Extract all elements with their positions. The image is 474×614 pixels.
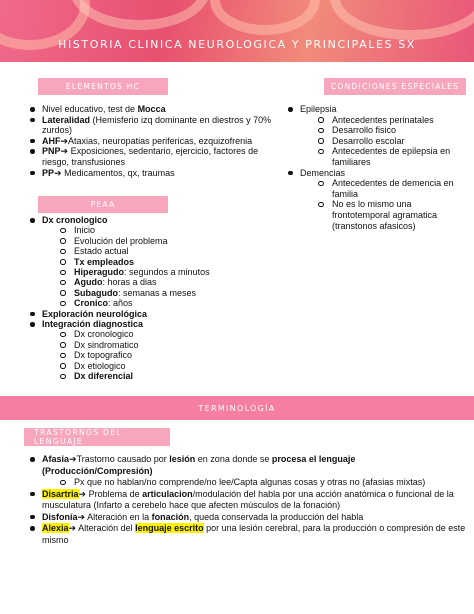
- list-item: Exploración neurológica: [28, 309, 280, 319]
- list-subitem: Antecedentes de demencia en familia: [286, 178, 470, 199]
- list-item: Demencias: [286, 168, 470, 179]
- list-subitem: Antecedentes de epilepsia en familiares: [286, 146, 470, 167]
- terminologia-list: [28, 454, 468, 546]
- list-subitem: Desarrollo escolar: [286, 136, 470, 147]
- list-subitem: Cronico: años: [28, 298, 280, 308]
- list-item: Afasia➔Trastorno causado por lesión en zona donde se procesa el lenguaje (Producción/Compresión): [28, 454, 468, 477]
- list-subitem: Dx diferencial: [28, 371, 280, 381]
- peaa-list: [28, 215, 280, 382]
- list-subitem: Agudo: horas a dias: [28, 277, 280, 287]
- arrow-icon: ➔: [60, 146, 69, 157]
- list-subitem: Dx cronologico: [28, 329, 280, 339]
- arrow-icon: ➔: [77, 511, 86, 522]
- list-item: PP➔ Medicamentos, qx, traumas: [28, 168, 280, 179]
- header-banner: [0, 0, 474, 62]
- list-subitem: Inicio: [28, 225, 280, 235]
- list-item: AHF➔Ataxias, neuropatias perifericas, ezquizofrenia: [28, 136, 280, 147]
- arrow-icon: ➔: [68, 523, 77, 533]
- arrow-icon: ➔: [69, 454, 77, 464]
- list-item: PNP➔ Exposiciones, sedentario, ejercicio, factores de riesgo, transfusiones: [28, 146, 280, 167]
- list-subitem: Px que no hablan/no comprende/no lee/Capta algunas cosas y otras no (afasias mixtas): [28, 477, 468, 489]
- elementos-heading: ELEMENTOS HC: [38, 78, 168, 95]
- elementos-list: [28, 104, 280, 178]
- list-subitem: Dx topografico: [28, 350, 280, 360]
- arrow-icon: ➔: [60, 135, 69, 146]
- list-item: Lateralidad (Hemisferio izq dominante en diestros y 70% zurdos): [28, 115, 280, 136]
- page-title: HISTORIA CLINICA NEUROLOGICA Y PRINCIPALES SX: [58, 38, 416, 51]
- list-item: Disartria➔ Problema de articulacion/modulación del habla por una acción anatómica o funcional de la musculatura (Infarto a cerebelo hace que afecten músculos de la fonación): [28, 489, 468, 512]
- list-item: Integración diagnostica: [28, 319, 280, 329]
- list-subitem: Desarrollo fisico: [286, 125, 470, 136]
- condiciones-heading: CONDICIONES ESPECIALES: [324, 78, 466, 95]
- list-subitem: Dx etiologico: [28, 361, 280, 371]
- list-subitem: Hiperagudo: segundos a minutos: [28, 267, 280, 277]
- list-subitem: Evolución del problema: [28, 236, 280, 246]
- condiciones-list: [286, 104, 470, 231]
- list-subitem: Dx sindromatico: [28, 340, 280, 350]
- list-subitem: Antecedentes perinatales: [286, 115, 470, 126]
- list-item: Nivel educativo, test de Mocca: [28, 104, 280, 115]
- arrow-icon: ➔: [54, 167, 62, 178]
- terminologia-heading: TERMINOLOGÍA: [0, 396, 474, 420]
- list-item: Alexia➔ Alteración del lenguaje escrito por una lesión cerebral, para la producción o compresión de este mismo: [28, 523, 468, 546]
- list-item: Disfonía➔ Alteración en la fonación, queda conservada la producción del habla: [28, 512, 468, 524]
- list-subitem: Subagudo: semanas a meses: [28, 288, 280, 298]
- arrow-icon: ➔: [78, 488, 87, 499]
- list-subitem: Estado actual: [28, 246, 280, 256]
- list-item: Dx cronologico: [28, 215, 280, 225]
- list-item: Epilepsia: [286, 104, 470, 115]
- peaa-heading: PEAA: [38, 196, 168, 213]
- list-subitem: Tx empleados: [28, 257, 280, 267]
- list-subitem: No es lo mismo una frontotemporal agramatica (transtonos afasicos): [286, 199, 470, 231]
- trastornos-heading: TRASTORNOS DEL LENGUAJE: [24, 428, 170, 446]
